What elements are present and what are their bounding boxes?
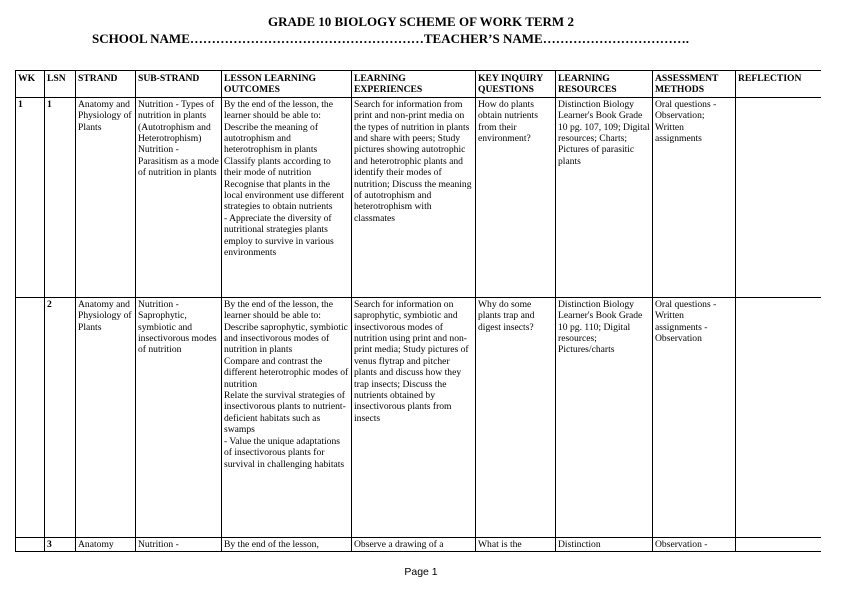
outcome-line: Classify plants according to their mode of nutrition xyxy=(224,155,331,179)
cell-sub-strand xyxy=(136,97,222,297)
cell-resources: Distinction Biology Learner's Book Grade 10 pg. 107, 109; Digital resources; Charts; Pictures of parasitic plants xyxy=(556,97,653,297)
header-strand: STRAND xyxy=(76,71,136,98)
cell-reflection xyxy=(736,97,822,297)
cell-sub-strand xyxy=(136,537,222,551)
cell-reflection xyxy=(736,297,822,537)
cell-lsn: 1 xyxy=(45,97,76,297)
cell-resources: Distinction xyxy=(556,537,653,551)
page-number: Page 1 xyxy=(404,566,438,578)
outcome-line: By the end of the lesson, the learner should be able to: xyxy=(224,98,333,122)
cell-questions: What is the xyxy=(476,537,556,551)
outcome-line: Describe saprophytic, symbiotic and insectivorous modes of nutrition in plants xyxy=(224,321,348,356)
cell-wk: 1 xyxy=(16,97,45,297)
cell-experiences: Observe a drawing of a xyxy=(352,537,476,551)
outcome-line: Relate the survival strategies of insectivorous plants to nutrient-deficient habitats such as swamps xyxy=(224,390,346,436)
table-row xyxy=(16,297,822,537)
document-title: GRADE 10 BIOLOGY SCHEME OF WORK TERM 2 xyxy=(268,14,574,29)
cell-questions: How do plants obtain nutrients from their environment? xyxy=(476,97,556,297)
scheme-table-container xyxy=(15,70,821,567)
cell-lsn: 2 xyxy=(45,297,76,537)
header-questions: KEY INQUIRY QUESTIONS xyxy=(476,71,556,98)
cell-wk xyxy=(16,537,45,551)
outcome-line: Describe the meaning of autotrophism and heterotrophism in plants xyxy=(224,121,319,156)
cell-sub-strand xyxy=(136,297,222,537)
outcome-line: Compare and contrast the different heterotrophic modes of nutrition xyxy=(224,355,349,390)
outcome-line: - Appreciate the diversity of nutritional strategies plants employ to survive in various environments xyxy=(224,212,334,259)
table-row xyxy=(16,97,822,297)
sub-strand-line: Nutrition - Types of nutrition in plants (Autotrophism and Heterotrophism) xyxy=(138,98,215,145)
outcome-line: Recognise that plants in the local environment use different strategies to obtain nutrients xyxy=(224,178,344,213)
cell-assessment: Oral questions - Observation; Written assignments xyxy=(653,97,736,297)
outcome-line: By the end of the lesson, the learner should be able to: xyxy=(224,298,333,322)
sub-strand-line: Nutrition - Saprophytic, symbiotic and insectivorous modes of nutrition xyxy=(138,298,217,356)
cell-outcomes xyxy=(222,297,352,537)
cell-lsn: 3 xyxy=(45,537,76,551)
cell-outcomes xyxy=(222,97,352,297)
cell-strand: Anatomy xyxy=(76,537,136,551)
cell-outcomes xyxy=(222,537,352,551)
header-sub-strand: SUB-STRAND xyxy=(136,71,222,98)
cell-strand: Anatomy and Physiology of Plants xyxy=(76,97,136,297)
header-wk: WK xyxy=(16,71,45,98)
cell-wk xyxy=(16,297,45,537)
sub-strand-line: Nutrition - Parasitism as a mode of nutrition in plants xyxy=(138,144,219,179)
table-header-row xyxy=(16,71,822,98)
cell-experiences: Search for information from print and non-print media on the types of nutrition in plants and share with peers; Study pictures showing autotrophic and heterotrophic plants and identify their modes of nutrition; Discuss the meaning of autotrophism and heterotrophism with classmates xyxy=(352,97,476,297)
cell-assessment: Oral questions - Written assignments - Observation xyxy=(653,297,736,537)
header-assessment: ASSESSMENT METHODS xyxy=(653,71,736,98)
cell-strand: Anatomy and Physiology of Plants xyxy=(76,297,136,537)
sub-strand-line: Nutrition - xyxy=(138,538,179,550)
header-reflection: REFLECTION xyxy=(736,71,822,98)
header-outcomes: LESSON LEARNING OUTCOMES xyxy=(222,71,352,98)
school-teacher-line: SCHOOL NAME………………………………………………TEACHER’S NAME……………………………. xyxy=(92,31,689,46)
header-experiences: LEARNING EXPERIENCES xyxy=(352,71,476,98)
header-lsn: LSN xyxy=(45,71,76,98)
cell-experiences: Search for information on saprophytic, symbiotic and insectivorous modes of nutrition using print and non-print media; Study pictures of venus flytrap and pitcher plants and discuss how they trap insects; Discuss the nutrients obtained by insectivorous plants from insects xyxy=(352,297,476,537)
header-resources: LEARNING RESOURCES xyxy=(556,71,653,98)
outcome-line: By the end of the lesson, xyxy=(224,538,319,550)
scheme-of-work-table xyxy=(15,70,821,552)
cell-reflection xyxy=(736,537,822,551)
cell-resources: Distinction Biology Learner's Book Grade 10 pg. 110; Digital resources; Pictures/charts xyxy=(556,297,653,537)
cell-questions: Why do some plants trap and digest insects? xyxy=(476,297,556,537)
outcome-line: - Value the unique adaptations of insectivorous plants for survival in challenging habitats xyxy=(224,435,345,470)
cell-assessment: Observation - xyxy=(653,537,736,551)
table-row xyxy=(16,537,822,551)
